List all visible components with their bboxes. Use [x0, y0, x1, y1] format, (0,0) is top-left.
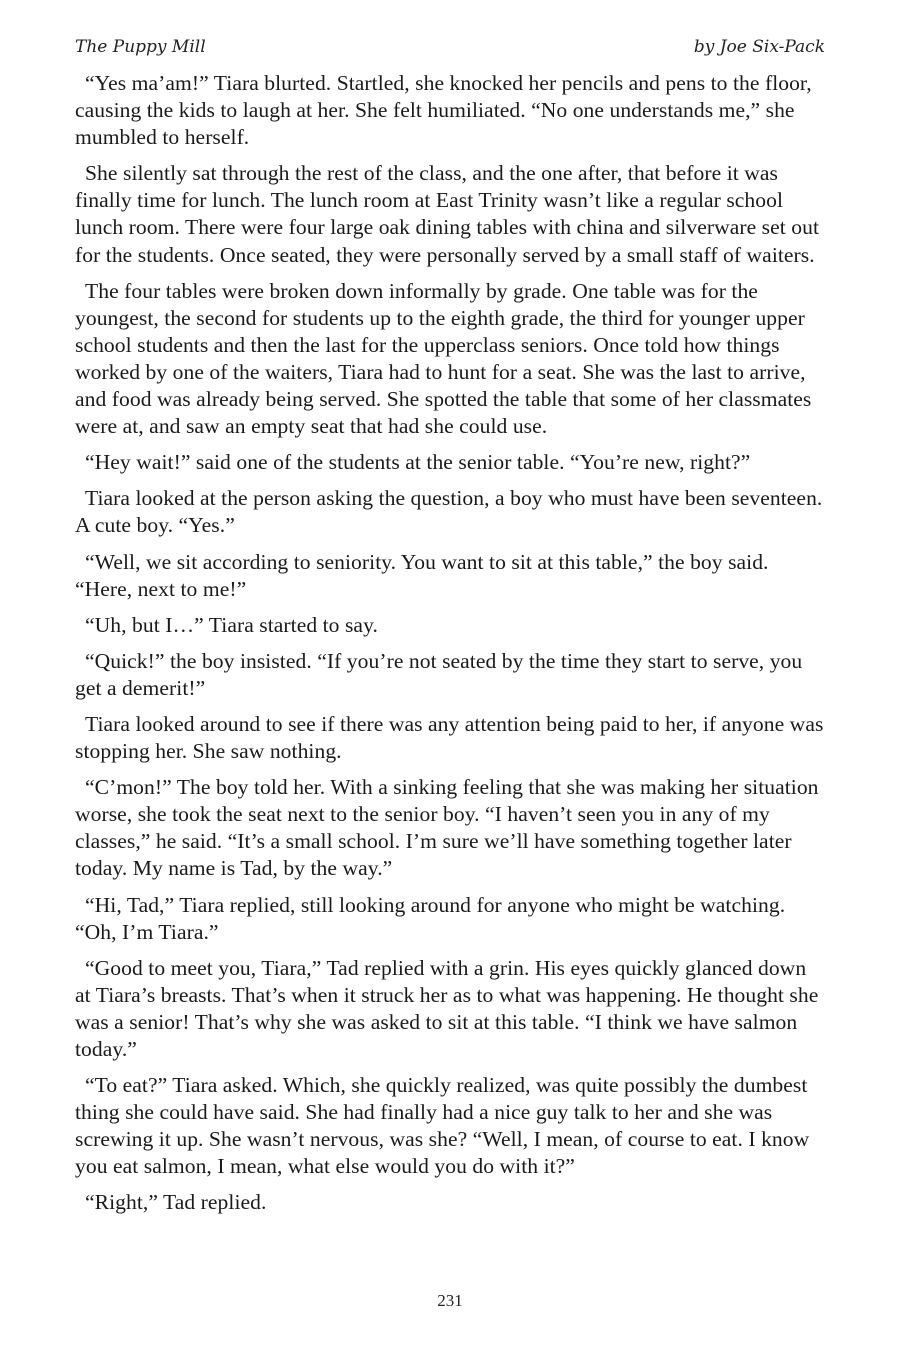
- paragraph: She silently sat through the rest of the class, and the one after, that before it was finally time for lunch. The lunch room at East Trinity wasn’t like a regular school lunch room. There were four large oak dining tables with china and silverware set out for the students. Once seated, they were personally served by a small staff of waiters.: [75, 161, 820, 267]
- paragraph: “To eat?” Tiara asked. Which, she quickly realized, was quite possibly the dumbest thing she could have said. She had finally had a nice guy talk to her and she was screwing it up. She wasn’t nervous, was she? “Well, I mean, of course to eat. I know you eat salmon, I mean, what else would you do with it?”: [75, 1073, 810, 1179]
- running-header: [75, 37, 825, 61]
- paragraph: “Right,” Tad replied.: [85, 1190, 267, 1215]
- paragraph: The four tables were broken down informally by grade. One table was for the youngest, the second for students up to the eighth grade, the third for younger upper school students and then the last for the upperclass seniors. Once told how things worked by one of the waiters, Tiara had to hunt for a seat. She was the last to arrive, and food was already being served. She spotted the table that some of her classmates were at, and saw an empty seat that had she could use.: [75, 278, 812, 439]
- author-byline: by Joe Six-Pack: [693, 37, 825, 57]
- book-title: The Puppy Mill: [75, 37, 206, 57]
- paragraph: “Quick!” the boy insisted. “If you’re not seated by the time they start to serve, you get a demerit!”: [75, 648, 803, 700]
- body-text: [75, 70, 827, 1226]
- paragraph: “Hi, Tad,” Tiara replied, still looking around for anyone who might be watching. “Oh, I’m Tiara.”: [75, 892, 786, 944]
- paragraph: “Good to meet you, Tiara,” Tad replied with a grin. His eyes quickly glanced down at Tiara’s breasts. That’s when it struck her as to what was happening. He thought she was a senior! That’s why she was asked to sit at this table. “I think we have salmon today.”: [75, 955, 819, 1061]
- paragraph: Tiara looked at the person asking the question, a boy who must have been seventeen. A cute boy. “Yes.”: [75, 486, 823, 538]
- paragraph: “Well, we sit according to seniority. You want to sit at this table,” the boy said. “Here, next to me!”: [75, 549, 769, 601]
- paragraph: “Yes ma’am!” Tiara blurted. Startled, she knocked her pencils and pens to the floor, causing the kids to laugh at her. She felt humiliated. “No one understands me,” she mumbled to herself.: [75, 71, 812, 150]
- page-number: 231: [437, 1291, 463, 1310]
- paragraph: “Hey wait!” said one of the students at the senior table. “You’re new, right?”: [85, 450, 751, 475]
- paragraph: “C’mon!” The boy told her. With a sinking feeling that she was making her situation worse, she took the seat next to the senior boy. “I haven’t seen you in any of my classes,” he said. “It’s a small school. I’m sure we’ll have something together later today. My name is Tad, by the way.”: [75, 775, 819, 881]
- paragraph: “Uh, but I…” Tiara started to say.: [85, 612, 378, 637]
- paragraph: Tiara looked around to see if there was any attention being paid to her, if anyone was stopping her. She saw nothing.: [75, 711, 824, 764]
